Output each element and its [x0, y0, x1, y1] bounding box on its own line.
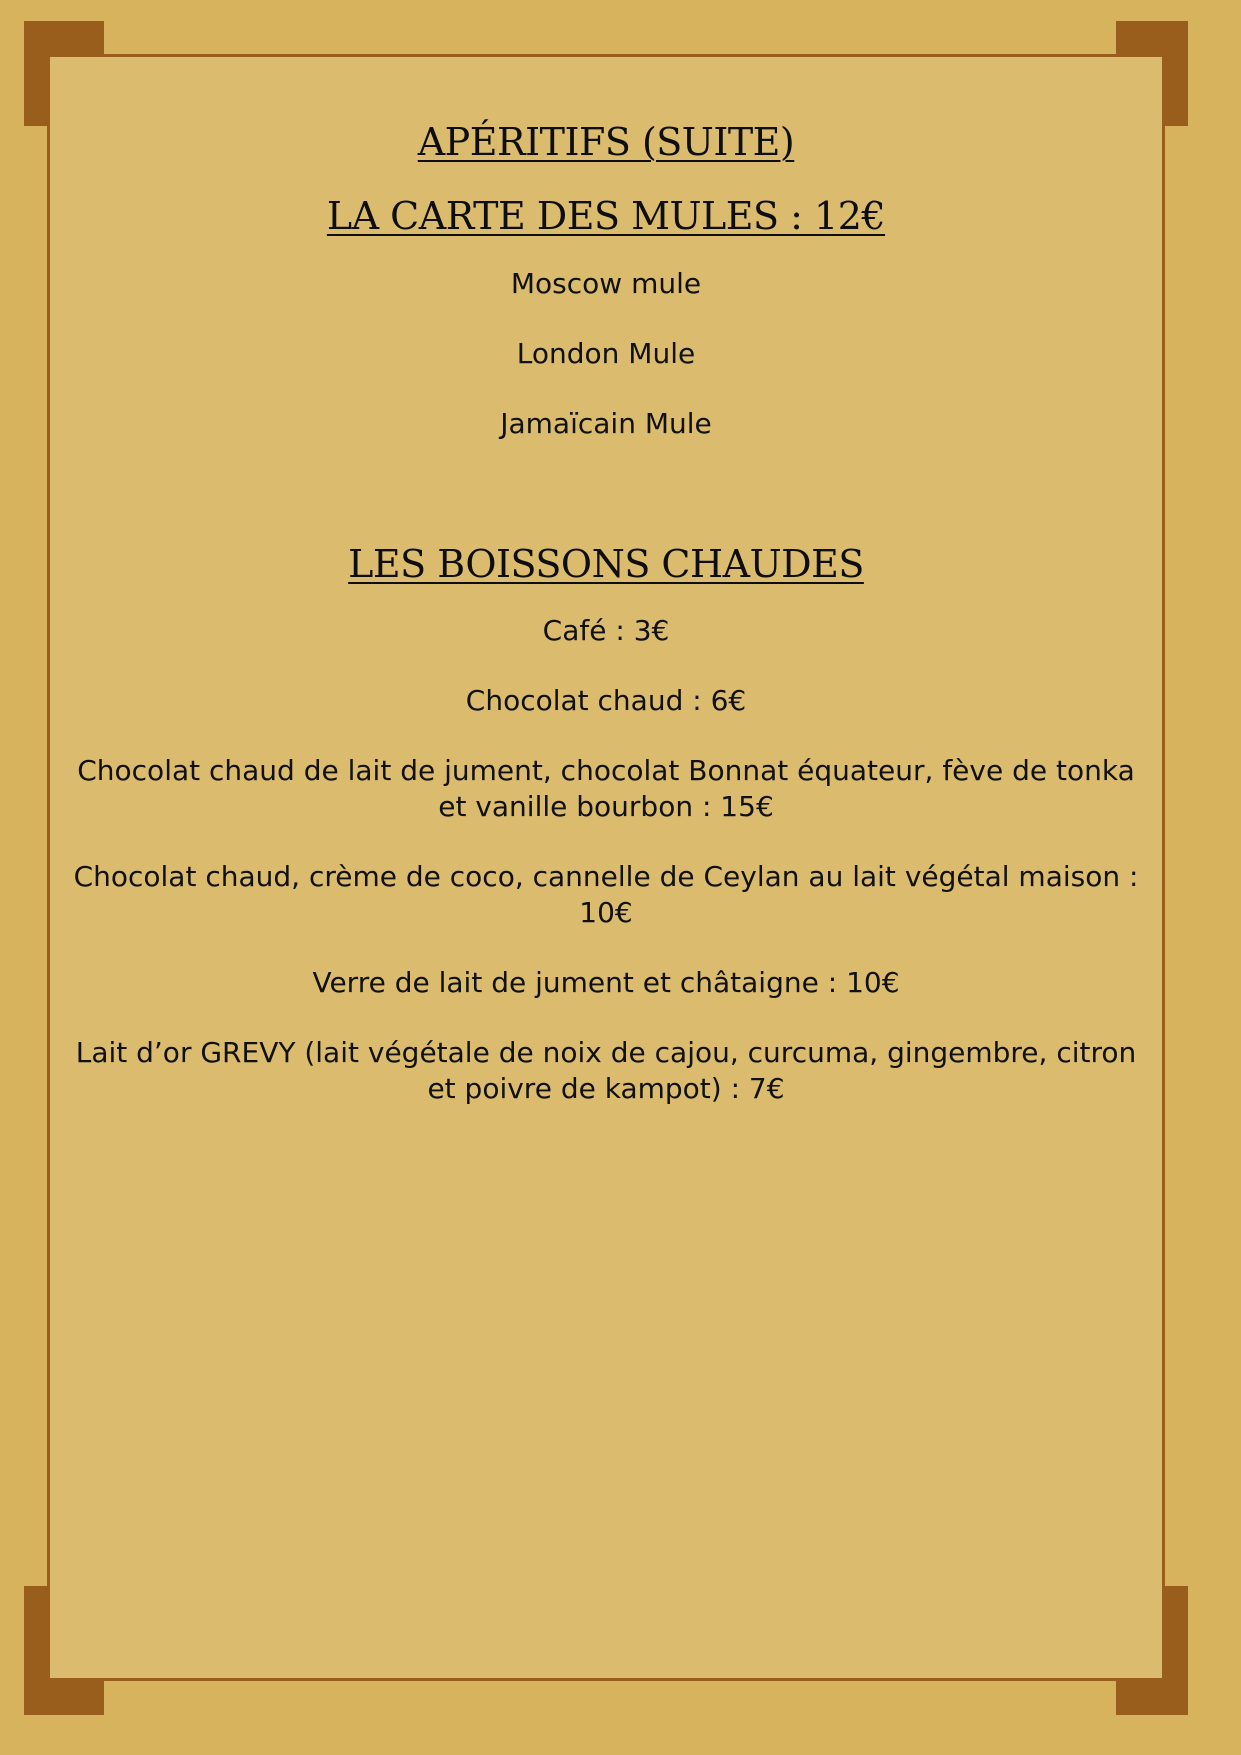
menu-item: Moscow mule	[510, 266, 702, 300]
menu-item: Chocolat chaud, crème de coco, cannelle de Ceylan au lait végétal maison : 10€	[73, 860, 1139, 930]
menu-item-line: Lait d’or GREVY (lait végétale de noix de cajou, curcuma, gingembre, citron	[75, 1036, 1137, 1070]
heading-mules: LA CARTE DES MULES : 12€	[326, 193, 886, 238]
menu-item: Jamaïcain Mule	[500, 406, 712, 440]
menu-item: Verre de lait de jument et châtaigne : 10€	[312, 966, 900, 1000]
corner-ornament-bottom-left-vertical	[24, 1586, 48, 1715]
menu-item	[47, 753, 1165, 825]
heading-aperitifs: APÉRITIFS (SUITE)	[417, 120, 795, 164]
menu-item: Café : 3€	[542, 614, 670, 648]
corner-ornament-top-right-vertical	[1164, 21, 1188, 126]
menu-item: Chocolat chaud : 6€	[465, 684, 747, 718]
menu-content	[47, 54, 1165, 1107]
heading-boissons-chaudes: LES BOISSONS CHAUDES	[348, 541, 864, 586]
menu-item	[47, 1035, 1165, 1107]
corner-ornament-top-left-vertical	[24, 21, 48, 126]
menu-item-line: et poivre de kampot) : 7€	[427, 1072, 785, 1106]
corner-ornament-bottom-right-vertical	[1164, 1586, 1188, 1715]
menu-item: London Mule	[516, 336, 696, 370]
menu-item-line: et vanille bourbon : 15€	[438, 790, 774, 824]
menu-item-line: Chocolat chaud de lait de jument, chocolat Bonnat équateur, fève de tonka	[77, 754, 1135, 788]
